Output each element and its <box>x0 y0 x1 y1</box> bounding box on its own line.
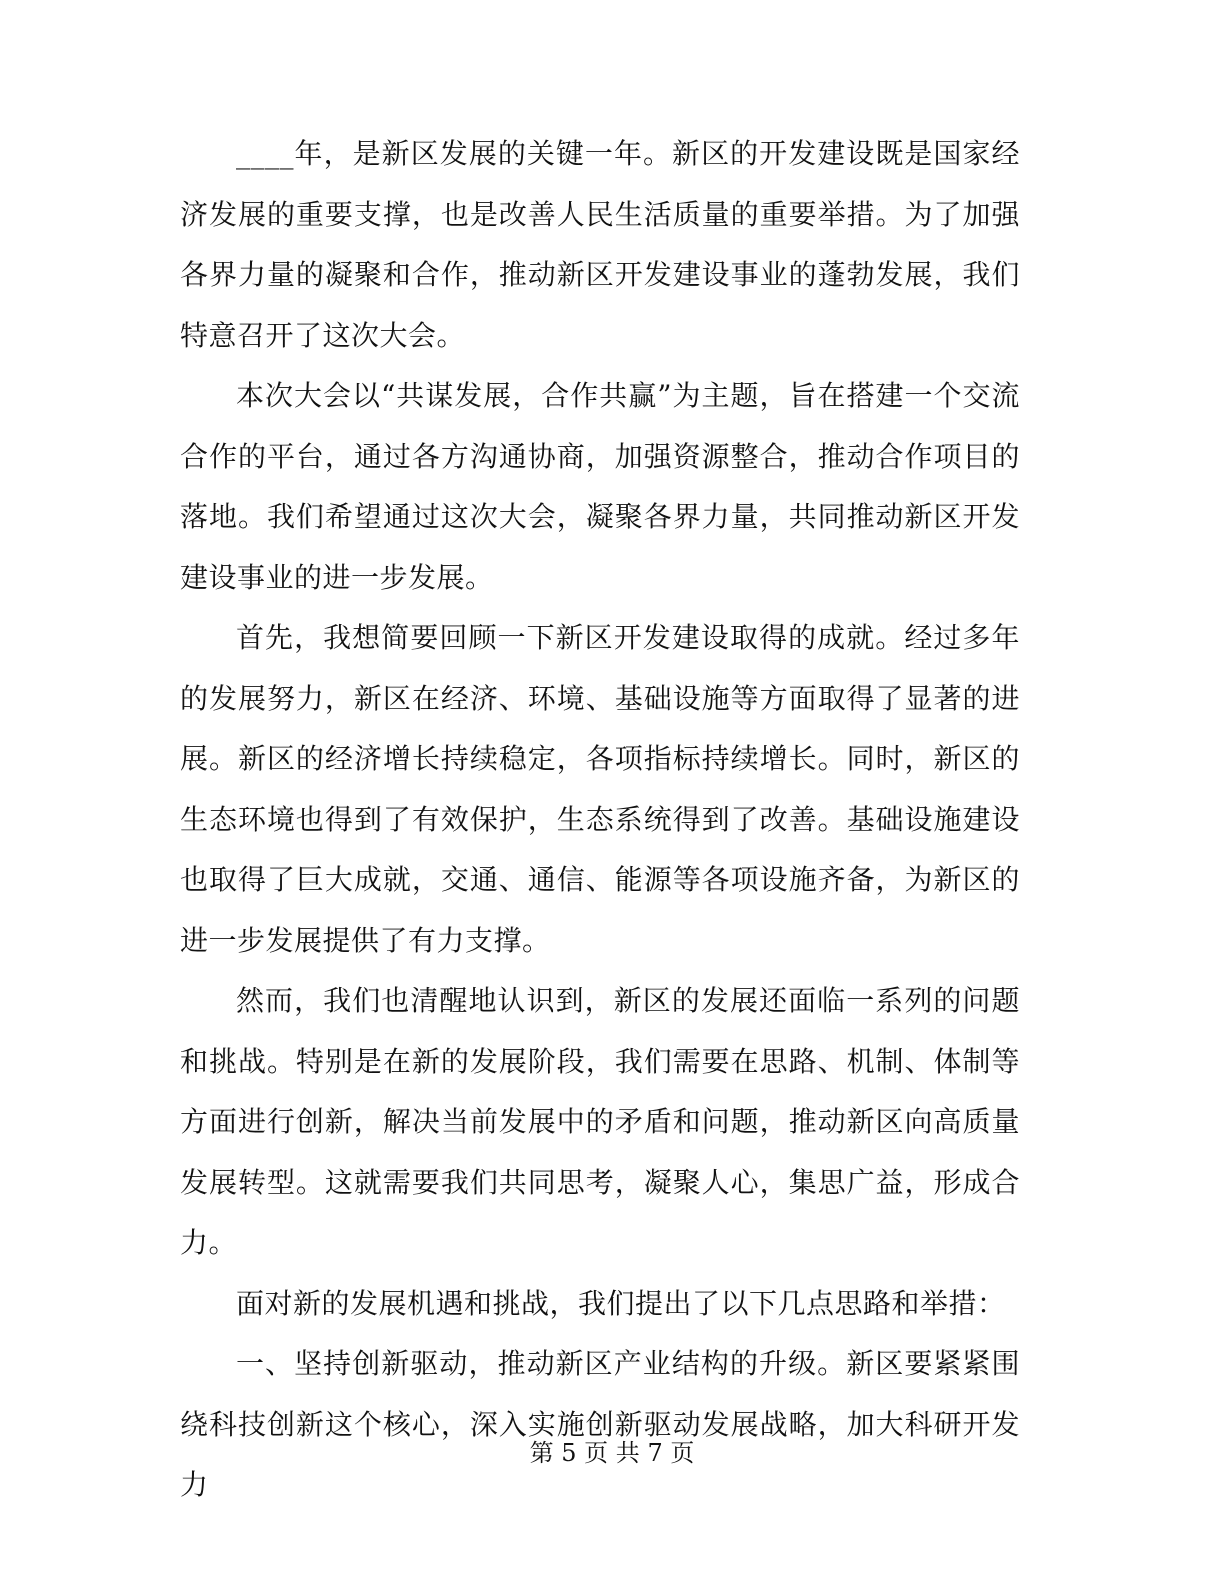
paragraph-4: 然而，我们也清醒地认识到，新区的发展还面临一系列的问题和挑战。特别是在新的发展阶段，我们需要在思路、机制、体制等方面进行创新，解决当前发展中的矛盾和问题，推动新区向高质量发展转型。这就需要我们共同思考，凝聚人心，集思广益，形成合力。 <box>180 984 1020 1259</box>
paragraph-1: ____年，是新区发展的关键一年。新区的开发建设既是国家经济发展的重要支撑，也是改善人民生活质量的重要举措。为了加强各界力量的凝聚和合作，推动新区开发建设事业的蓬勃发展，我们特意召开了这次大会。 <box>180 137 1020 352</box>
paragraph-2: 本次大会以“共谋发展，合作共赢”为主题，旨在搭建一个交流合作的平台，通过各方沟通协商，加强资源整合，推动合作项目的落地。我们希望通过这次大会，凝聚各界力量，共同推动新区开发建设事业的进一步发展。 <box>180 379 1020 594</box>
paragraph-6: 一、坚持创新驱动，推动新区产业结构的升级。新区要紧紧围绕科技创新这个核心，深入实施创新驱动发展战略，加大科研开发力 <box>180 1347 1020 1501</box>
page-number-footer: 第 5 页 共 7 页 <box>529 1439 695 1467</box>
body-text <box>180 124 1020 1516</box>
paragraph-3: 首先，我想简要回顾一下新区开发建设取得的成就。经过多年的发展努力，新区在经济、环境、基础设施等方面取得了显著的进展。新区的经济增长持续稳定，各项指标持续增长。同时，新区的生态环境也得到了有效保护，生态系统得到了改善。基础设施建设也取得了巨大成就，交通、通信、能源等各项设施齐备，为新区的进一步发展提供了有力支撑。 <box>180 621 1020 957</box>
paragraph-5: 面对新的发展机遇和挑战，我们提出了以下几点思路和举措： <box>236 1286 1006 1320</box>
